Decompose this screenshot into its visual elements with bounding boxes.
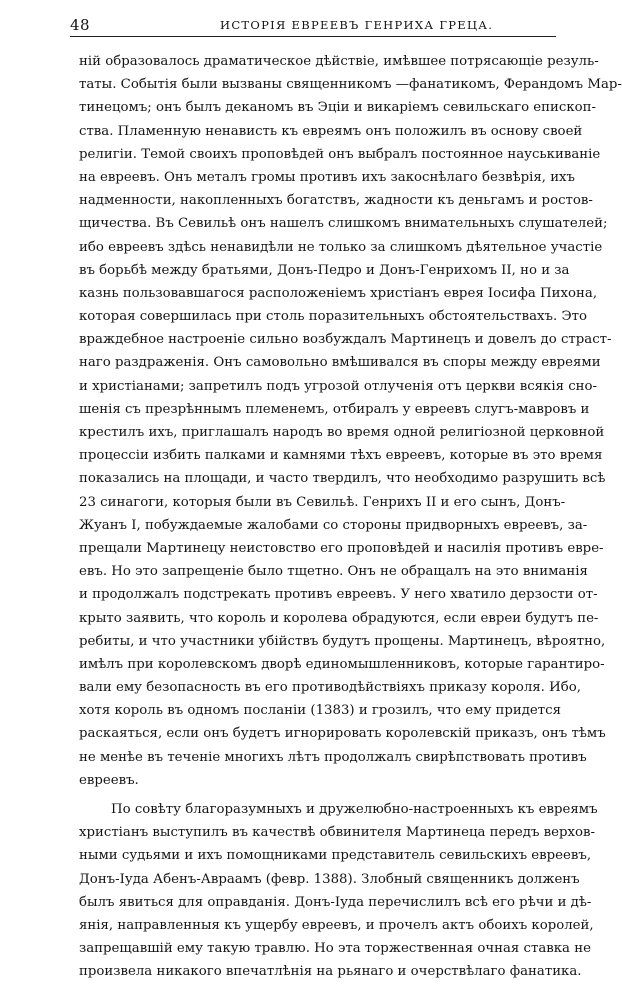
text-line: щичества. Въ Севильѣ онъ нашелъ слишкомъ внимательныхъ слушателей; — [79, 216, 608, 232]
text-line: шенія съ презрѣннымъ племенемъ, отбиралъ у евреевъ слугъ-мавровъ и — [79, 401, 590, 417]
text-line: евреевъ. — [79, 772, 139, 788]
text-line: тинецомъ; онъ былъ деканомъ въ Эціи и викаріемъ севильскаго епископ- — [79, 100, 597, 116]
text-line: ными судьями и ихъ помощниками представитель севильскихъ евреевъ, — [79, 848, 592, 864]
text-line: и христіанами; запретилъ подъ угрозой отлученія отъ церкви всякія сно- — [79, 378, 598, 394]
text-line: въ борьбѣ между братьями, Донъ-Педро и Донъ-Генрихомъ II, но и за — [79, 262, 570, 278]
paragraph — [79, 50, 622, 792]
text-line: показались на площади, и часто твердилъ, что необходимо разрушить всѣ — [79, 471, 606, 487]
text-line: религіи. Темой своихъ проповѣдей онъ выбралъ постоянное науськиваніе — [79, 146, 601, 162]
text-line: ибо евреевъ здѣсь ненавидѣли не только за слишкомъ дѣятельное участіе — [79, 239, 603, 255]
text-line: евъ. Но это запрещеніе было тщетно. Онъ не обращалъ на это вниманія — [79, 564, 588, 580]
text-line: крыто заявить, что король и королева обрадуются, если евреи будутъ пе- — [79, 610, 599, 626]
text-line: ребиты, и что участники убійствъ будутъ прощены. Мартинецъ, вѣроятно, — [79, 633, 606, 649]
text-line: По совѣту благоразумныхъ и дружелюбно-настроенныхъ къ евреямъ — [111, 802, 598, 817]
text-line: не менѣе въ теченіе многихъ лѣтъ продолжалъ свирѣпствовать противъ — [79, 749, 587, 765]
text-line: запрещавшій ему такую травлю. Но эта торжественная очная ставка не — [79, 941, 591, 957]
text-line: которая совершилась при столь поразительныхъ обстоятельствахъ. Это — [79, 309, 587, 325]
text-line: надменности, накопленныхъ богатствъ, жадности къ деньгамъ и ростов- — [79, 193, 593, 209]
text-line: произвела никакого впечатлѣнія на рьянаго и очерствѣлаго фанатика. — [79, 964, 582, 980]
text-line: хотя король въ одномъ посланіи (1383) и грозилъ, что ему придется — [79, 703, 561, 719]
page-number: 48 — [70, 16, 91, 34]
text-line: крестилъ ихъ, приглашалъ народъ во время одной религіозной церковной — [79, 425, 605, 440]
text-line: ства. Пламенную ненависть къ евреямъ онъ положилъ въ основу своей — [79, 123, 583, 139]
text-line: имѣлъ при королевскомъ дворѣ единомышленниковъ, которые гарантиро- — [79, 656, 605, 672]
text-line: казнь пользовавшагося расположеніемъ христіанъ еврея Іосифа Пихона, — [79, 285, 598, 301]
text-line: вали ему безопасность въ его противодѣйствіяхъ приказу короля. Ибо, — [79, 680, 581, 696]
text-line: прещали Мартинецу неистовство его проповѣдей и насилія противъ евре- — [79, 540, 604, 556]
text-line: ній образовалось драматическое дѣйствіе, имѣвшее потрясающіе резуль- — [79, 54, 599, 69]
text-line: Жуанъ I, побуждаемые жалобами со стороны придворныхъ евреевъ, за- — [79, 517, 588, 533]
running-head: ИСТОРІЯ ЕВРЕЕВЪ ГЕНРИХА ГРЕЦА. — [220, 18, 494, 32]
text-line: враждебное настроеніе сильно возбуждалъ Мартинецъ и довелъ до страст- — [79, 332, 612, 348]
text-line: раскаяться, если онъ будетъ игнорировать королевскій приказъ, онъ тѣмъ — [79, 726, 606, 742]
text-line: на евреевъ. Онъ металъ громы противъ ихъ закоснѣлаго безвѣрія, ихъ — [79, 169, 576, 185]
body-text — [79, 50, 622, 984]
text-line: христіанъ выступилъ въ качествѣ обвинителя Мартинеца передъ верхов- — [79, 825, 595, 841]
text-line: янія, направленныя къ ущербу евреевъ, и прочелъ актъ обоихъ королей, — [79, 917, 594, 933]
text-line: процессіи избить палками и камнями тѣхъ евреевъ, которые въ это время — [79, 448, 603, 464]
text-line: таты. Событія были вызваны священникомъ —фанатикомъ, Ферандомъ Мар- — [79, 77, 622, 93]
text-line: 23 синагоги, которыя были въ Севильѣ. Генрихъ II и его сынъ, Донъ- — [79, 494, 566, 510]
page-header — [70, 14, 556, 37]
text-line: наго раздраженія. Онъ самовольно вмѣшивался въ споры между евреями — [79, 355, 601, 371]
paragraph — [79, 798, 598, 984]
text-line: былъ явиться для оправданія. Донъ-Іуда перечислилъ всѣ его рѣчи и дѣ- — [79, 894, 592, 910]
text-line: и продолжалъ подстрекать противъ евреевъ. У него хватило дерзости от- — [79, 587, 598, 603]
text-line: Донъ-Іуда Абенъ-Авраамъ (февр. 1388). Злобный священникъ долженъ — [79, 871, 580, 887]
